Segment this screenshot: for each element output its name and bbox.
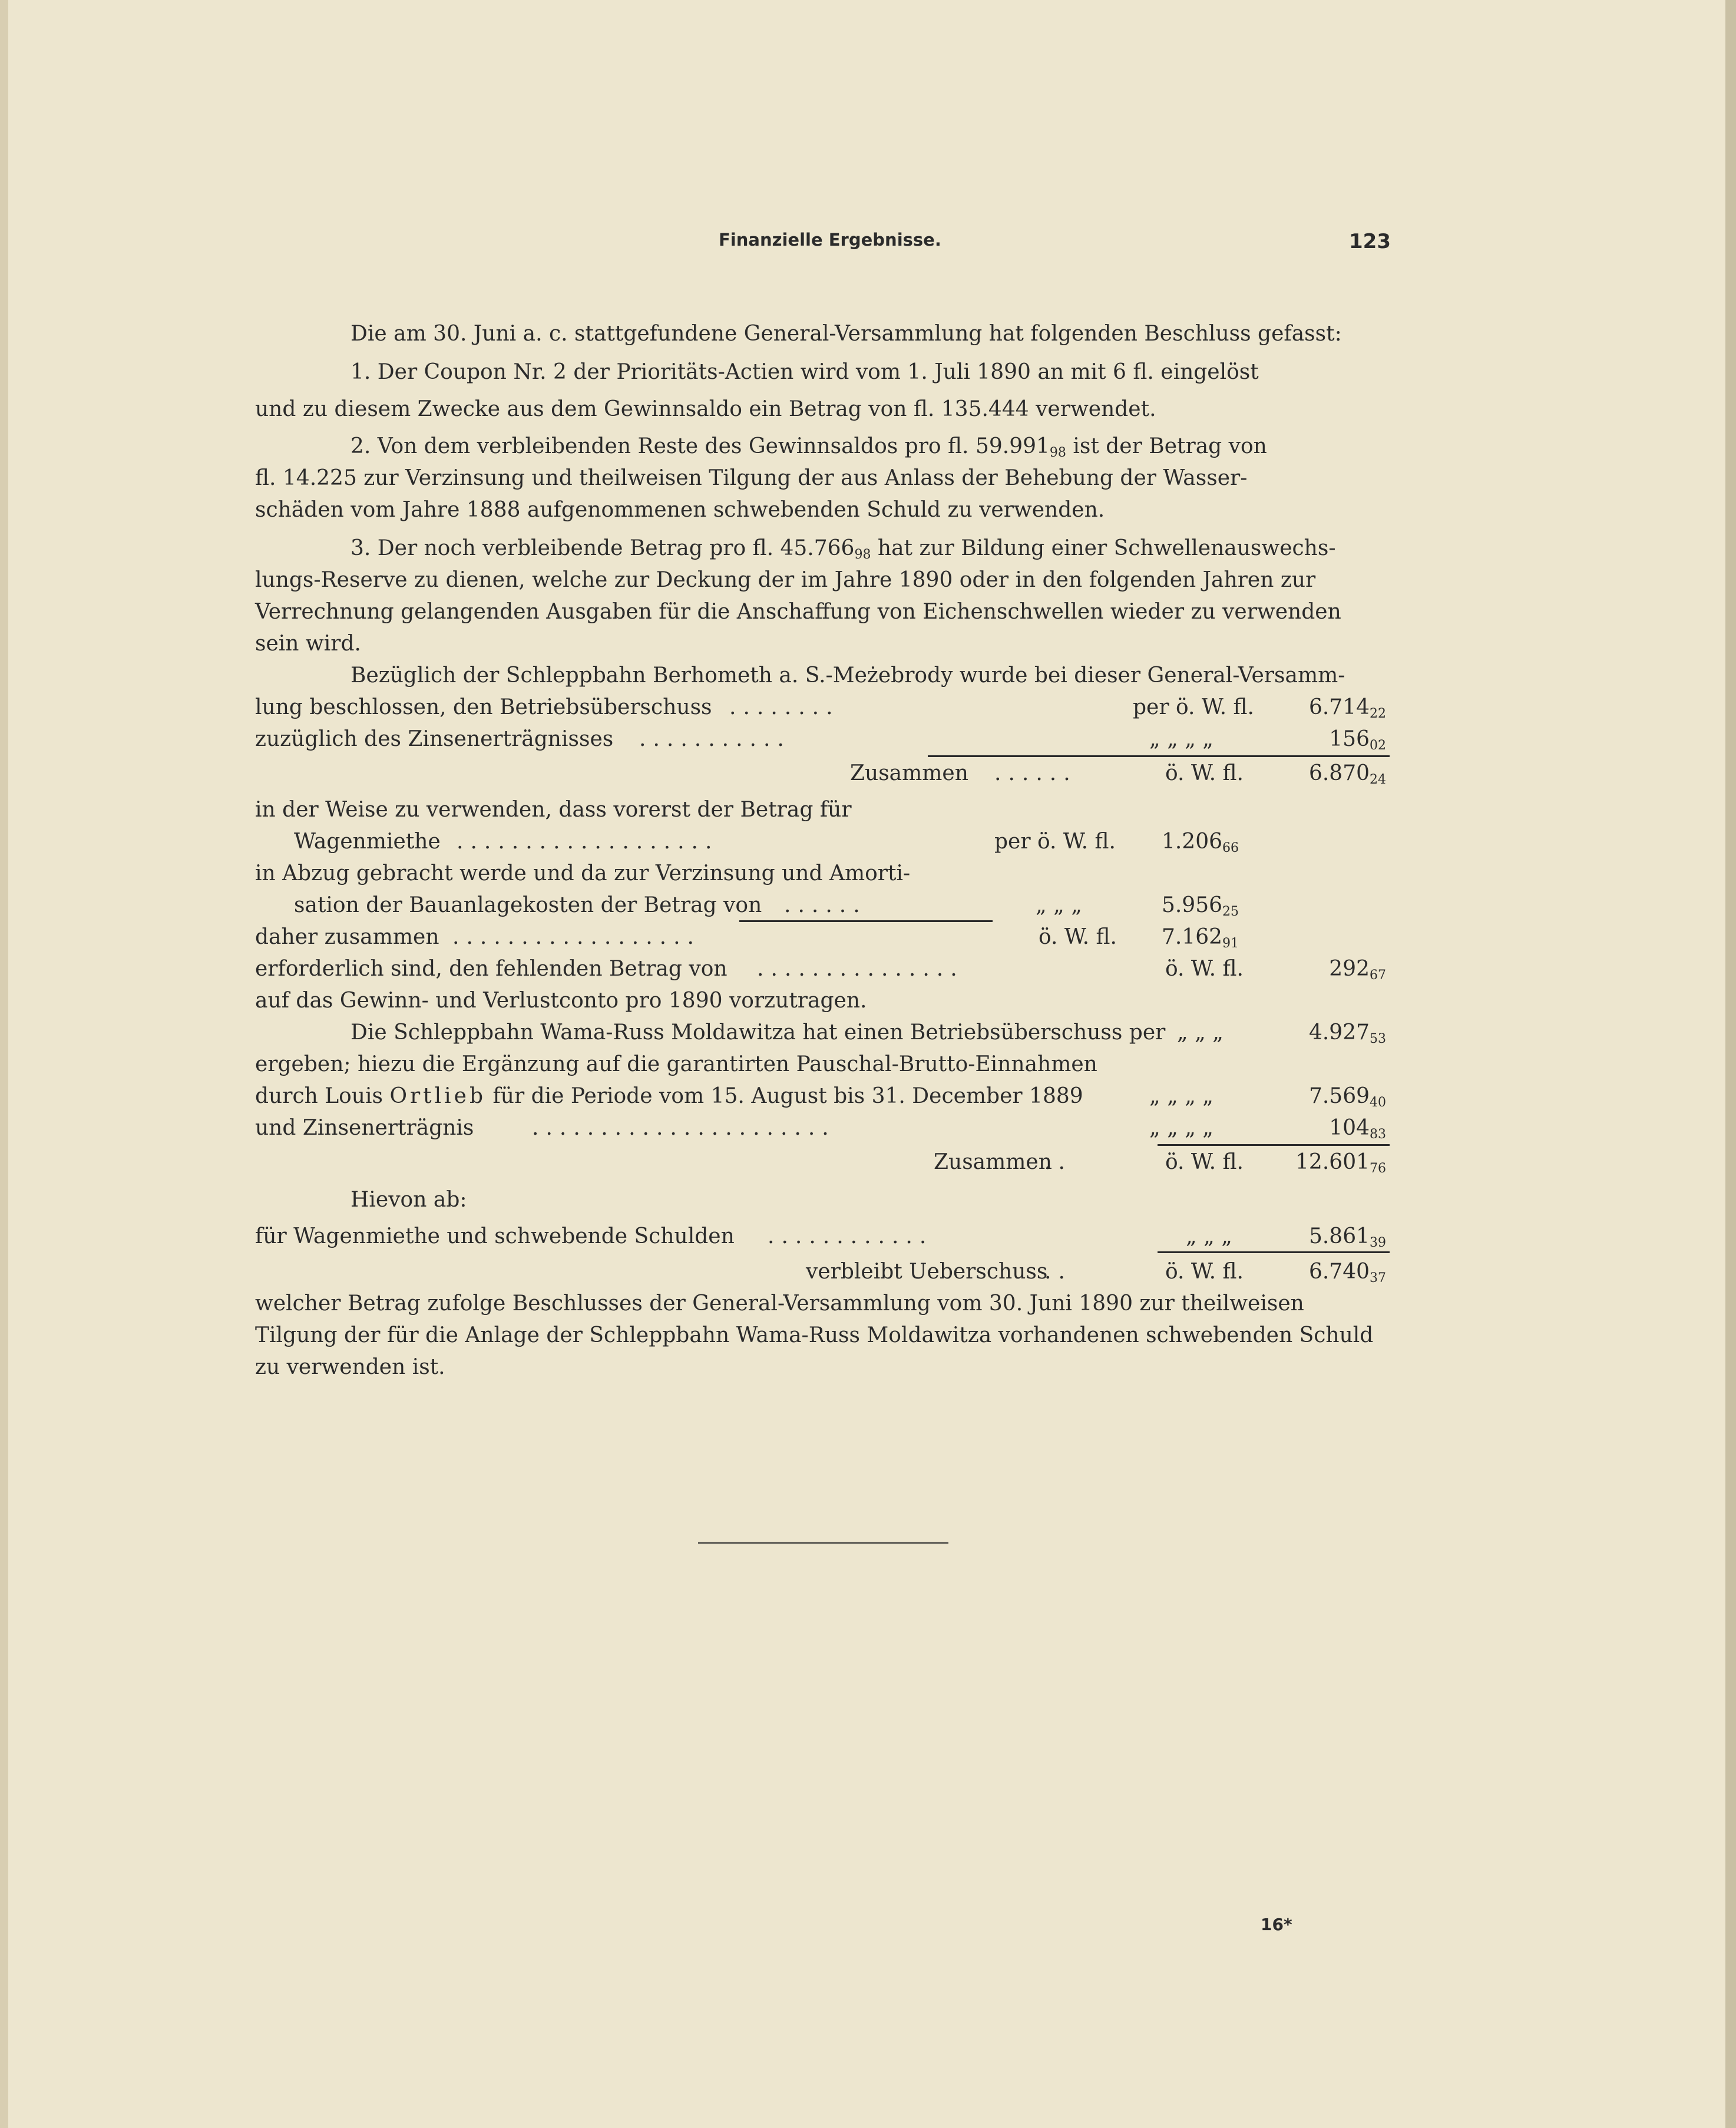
leader-dots: .................. — [452, 925, 701, 949]
row-amount: $7.162_{91}$ — [1161, 925, 1239, 951]
row-ditto: „ „ „ — [1177, 1020, 1224, 1045]
row-label: Zusammen — [850, 761, 968, 785]
row-unit: ö. W. fl. — [1165, 761, 1244, 785]
leader-dots: ............... — [757, 957, 964, 981]
leader-dots: ............ — [768, 1224, 934, 1248]
row-unit: ö. W. fl. — [1165, 957, 1244, 981]
resolution-3-text-a: 3. Der noch verbleibende Betrag pro fl. 45.766 — [350, 536, 855, 560]
row-amount: $5.956_{25}$ — [1161, 893, 1239, 919]
leader-dots: ........... — [639, 727, 791, 751]
resolution-2-kreuzer: 98 — [1049, 445, 1066, 460]
row-amount: $1.206_{66}$ — [1161, 830, 1239, 855]
moldawitza-text-1: ergeben; hiezu die Ergänzung auf die garantirten Pauschal-Brutto-Einnahmen — [255, 1052, 1097, 1076]
row-label: und Zinsenerträgnis — [255, 1116, 474, 1140]
row-amount: $156_{02}$ — [1329, 727, 1386, 753]
row-ditto: „ „ „ „ — [1149, 1116, 1213, 1140]
row-unit: ö. W. fl. — [1039, 925, 1117, 949]
row-label: erforderlich sind, den fehlenden Betrag von — [255, 957, 728, 981]
row-amount: $12.601_{76}$ — [1295, 1150, 1386, 1176]
page-number: 123 — [1349, 230, 1391, 253]
berhometh-row-wagenmiethe — [255, 826, 1390, 858]
resolution-1-line-1: 1. Der Coupon Nr. 2 der Prioritäts-Actien wird vom 1. Juli 1890 an mit 6 fl. eingelöst — [350, 360, 1259, 384]
row-label: Die Schleppbahn Wama-Russ Moldawitza hat einen Betriebsüberschuss per — [350, 1020, 1166, 1045]
row-label: sation der Bauanlagekosten der Betrag von — [294, 893, 762, 917]
row-label: durch Louis Ortlieb für die Periode vom 15. August bis 31. December 1889 — [255, 1084, 1083, 1108]
moldawitza-text-2: welcher Betrag zufolge Beschlusses der General-Versammlung vom 30. Juni 1890 zur theilweisen — [255, 1291, 1304, 1316]
leader-dots: ........ — [729, 695, 840, 719]
moldawitza-row-betriebsueberschuss — [255, 1017, 1390, 1049]
row-amount: $6.870_{24}$ — [1308, 761, 1386, 787]
row-amount: $7.569_{40}$ — [1308, 1084, 1386, 1110]
row-label: daher zusammen — [255, 925, 439, 949]
row-unit: ö. W. fl. — [1165, 1150, 1244, 1174]
moldawitza-row-wagenmiethe — [255, 1221, 1390, 1253]
berhometh-row-fehlender-betrag — [255, 953, 1390, 985]
resolution-3-line-2: lungs-Reserve zu dienen, welche zur Deckung der im Jahre 1890 oder in den folgenden Jahren zur — [255, 568, 1316, 592]
sum-rule — [928, 755, 1390, 757]
row-amount: $6.714_{22}$ — [1308, 695, 1386, 721]
person-name: Ortlieb — [389, 1084, 487, 1108]
row-amount: $104_{83}$ — [1329, 1116, 1386, 1142]
moldawitza-hievon-ab: Hievon ab: — [350, 1188, 467, 1212]
leader-dots: ...................... — [532, 1116, 836, 1140]
page-right-edge — [1725, 0, 1736, 2128]
leader-dots: .. — [1044, 1260, 1072, 1284]
resolution-3-kreuzer: 98 — [854, 547, 871, 562]
row-label: für Wagenmiethe und schwebende Schulden — [255, 1224, 735, 1248]
intro-line: Die am 30. Juni a. c. stattgefundene General-Versammlung hat folgenden Beschluss gefasst: — [350, 322, 1342, 346]
signature-mark: 16* — [1261, 1915, 1292, 1934]
berhometh-row-betriebsueberschuss — [255, 692, 1390, 723]
leader-dots: ................... — [457, 830, 719, 854]
running-head: Finanzielle Ergebnisse. — [719, 230, 941, 250]
moldawitza-text-4: zu verwenden ist. — [255, 1355, 445, 1379]
moldawitza-text-3: Tilgung der für die Anlage der Schleppbahn Wama-Russ Moldawitza vorhandenen schwebenden Schuld — [255, 1323, 1374, 1347]
page-header — [0, 230, 1736, 259]
row-amount: $292_{67}$ — [1329, 957, 1386, 983]
resolution-2-text-a: 2. Von dem verbleibenden Reste des Gewinnsaldos pro fl. 59.991 — [350, 434, 1050, 458]
row-ditto: „ „ „ — [1186, 1224, 1232, 1248]
leader-dots: .. — [1044, 1150, 1072, 1174]
berhometh-row-zinsen — [255, 723, 1390, 755]
row-ditto: „ „ „ „ — [1149, 727, 1213, 751]
row-amount: $5.861_{39}$ — [1308, 1224, 1386, 1250]
berhometh-text-3: auf das Gewinn- und Verlustconto pro 1890 vorzutragen. — [255, 989, 867, 1013]
section-end-rule — [698, 1542, 948, 1544]
berhometh-row-daher-zusammen — [255, 921, 1390, 953]
moldawitza-row-ortlieb — [255, 1080, 1390, 1112]
moldawitza-row-zinsen — [255, 1112, 1390, 1144]
moldawitza-row-ueberschuss — [255, 1256, 1390, 1288]
resolution-3-text-b: hat zur Bildung einer Schwellenauswechs- — [871, 536, 1336, 560]
row-unit: per ö. W. fl. — [994, 830, 1116, 854]
row-amount: $4.927_{53}$ — [1308, 1020, 1386, 1046]
leader-dots: ...... — [784, 893, 867, 917]
berhometh-text-1: in der Weise zu verwenden, dass vorerst der Betrag für — [255, 798, 852, 822]
row-ditto: „ „ „ „ — [1149, 1084, 1213, 1108]
page-left-edge — [0, 0, 8, 2128]
resolution-2-line-2: fl. 14.225 zur Verzinsung und theilweisen Tilgung der aus Anlass der Behebung der Wasser- — [255, 466, 1248, 490]
row-ditto: „ „ „ — [1036, 893, 1082, 917]
row-unit: ö. W. fl. — [1165, 1260, 1244, 1284]
resolution-2-text-b: ist der Betrag von — [1066, 434, 1267, 458]
resolution-2-line-3: schäden vom Jahre 1888 aufgenommenen schwebenden Schuld zu verwenden. — [255, 498, 1105, 522]
row-label: verbleibt Ueberschuss — [806, 1260, 1048, 1284]
row-label: lung beschlossen, den Betriebsüberschuss — [255, 695, 712, 719]
row-amount: $6.740_{37}$ — [1308, 1260, 1386, 1286]
moldawitza-row-zusammen — [255, 1146, 1390, 1178]
resolution-1-line-2: und zu diesem Zwecke aus dem Gewinnsaldo ein Betrag von fl. 135.444 verwendet. — [255, 397, 1156, 421]
sum-rule — [1158, 1251, 1390, 1253]
row-unit: per ö. W. fl. — [1133, 695, 1254, 719]
row-label: zuzüglich des Zinsenerträgnisses — [255, 727, 614, 751]
leader-dots: ...... — [994, 761, 1077, 785]
row-label: Wagenmiethe — [294, 830, 441, 854]
sum-rule — [1158, 1144, 1390, 1146]
resolution-3-line-3: Verrechnung gelangenden Ausgaben für die Anschaffung von Eichenschwellen wieder zu verwenden — [255, 600, 1341, 624]
row-label: Zusammen — [934, 1150, 1052, 1174]
berhometh-text-2: in Abzug gebracht werde und da zur Verzinsung und Amorti- — [255, 861, 911, 885]
berhometh-row-bauanlage — [255, 890, 1390, 921]
berhometh-intro: Bezüglich der Schleppbahn Berhometh a. S.-Meżebrody wurde bei dieser General-Versamm- — [350, 663, 1345, 688]
berhometh-row-zusammen — [255, 758, 1390, 789]
resolution-3-line-4: sein wird. — [255, 632, 361, 656]
